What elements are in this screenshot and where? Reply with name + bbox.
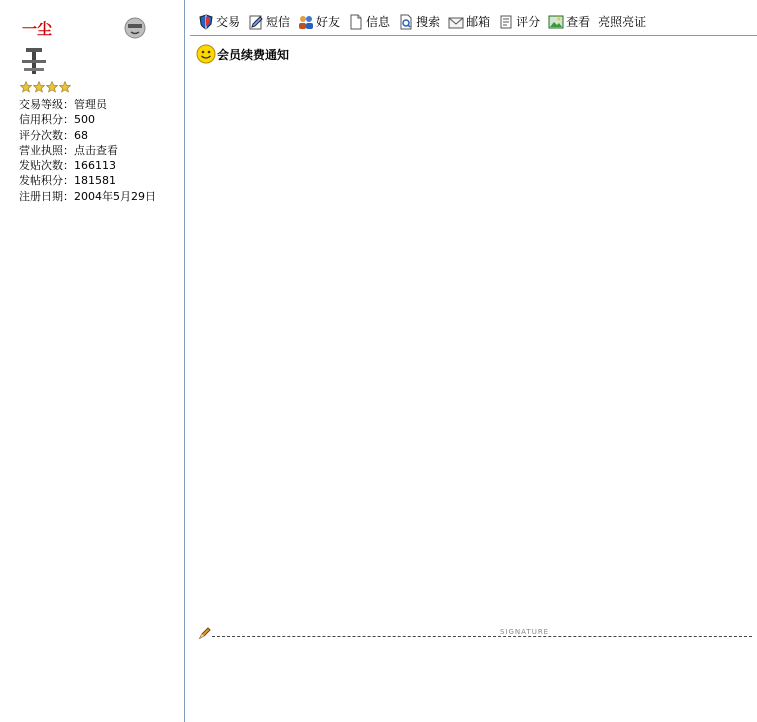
member-logo-icon — [18, 46, 50, 76]
users-icon — [298, 14, 314, 30]
pencil-icon — [198, 626, 212, 640]
toolbar-friends-button[interactable]: 好友 — [298, 13, 340, 30]
post-title: 会员续费通知 — [196, 44, 289, 64]
form-icon — [498, 14, 514, 30]
toolbar-trade-button[interactable]: 交易 — [198, 13, 240, 30]
license-link[interactable]: 点击查看 — [74, 143, 118, 157]
toolbar-rate-button[interactable]: 评分 — [498, 13, 540, 30]
stat-row: 交易等级：管理员 — [19, 98, 107, 111]
star-icon — [59, 81, 71, 93]
toolbar-license-button[interactable]: 亮照亮证 — [598, 15, 647, 29]
signature-label: SIGNATURE — [500, 628, 550, 636]
stat-row: 发帖积分：181581 — [19, 174, 116, 188]
star-icon — [33, 81, 45, 93]
avatar-icon[interactable] — [124, 17, 146, 39]
stat-row: 信用积分：500 — [19, 113, 95, 127]
image-icon — [548, 14, 564, 30]
signature-divider — [212, 636, 752, 637]
stat-row: 评分次数：68 — [19, 128, 88, 142]
post-toolbar — [190, 8, 757, 36]
rating-stars — [20, 81, 71, 93]
stat-row: 营业执照：点击查看 — [19, 143, 118, 157]
toolbar-info-button[interactable]: 信息 — [348, 13, 390, 30]
edit-document-icon — [248, 14, 264, 30]
shield-icon — [198, 14, 214, 30]
star-icon — [20, 81, 32, 93]
smiley-icon — [196, 44, 216, 64]
search-document-icon — [398, 14, 414, 30]
mail-icon — [448, 14, 464, 30]
stat-row: 注册日期：2004年5月29日 — [19, 189, 156, 203]
document-icon — [348, 14, 364, 30]
toolbar-search-button[interactable]: 搜索 — [398, 13, 440, 30]
toolbar-message-button[interactable]: 短信 — [248, 13, 290, 30]
user-sidebar — [0, 0, 185, 722]
user-stats — [19, 97, 179, 204]
toolbar-view-button[interactable]: 查看 — [548, 13, 590, 30]
star-icon — [46, 81, 58, 93]
toolbar-mail-button[interactable]: 邮箱 — [448, 13, 490, 30]
username[interactable]: 一尘 — [22, 20, 53, 38]
stat-row: 发贴次数：166113 — [19, 159, 116, 173]
